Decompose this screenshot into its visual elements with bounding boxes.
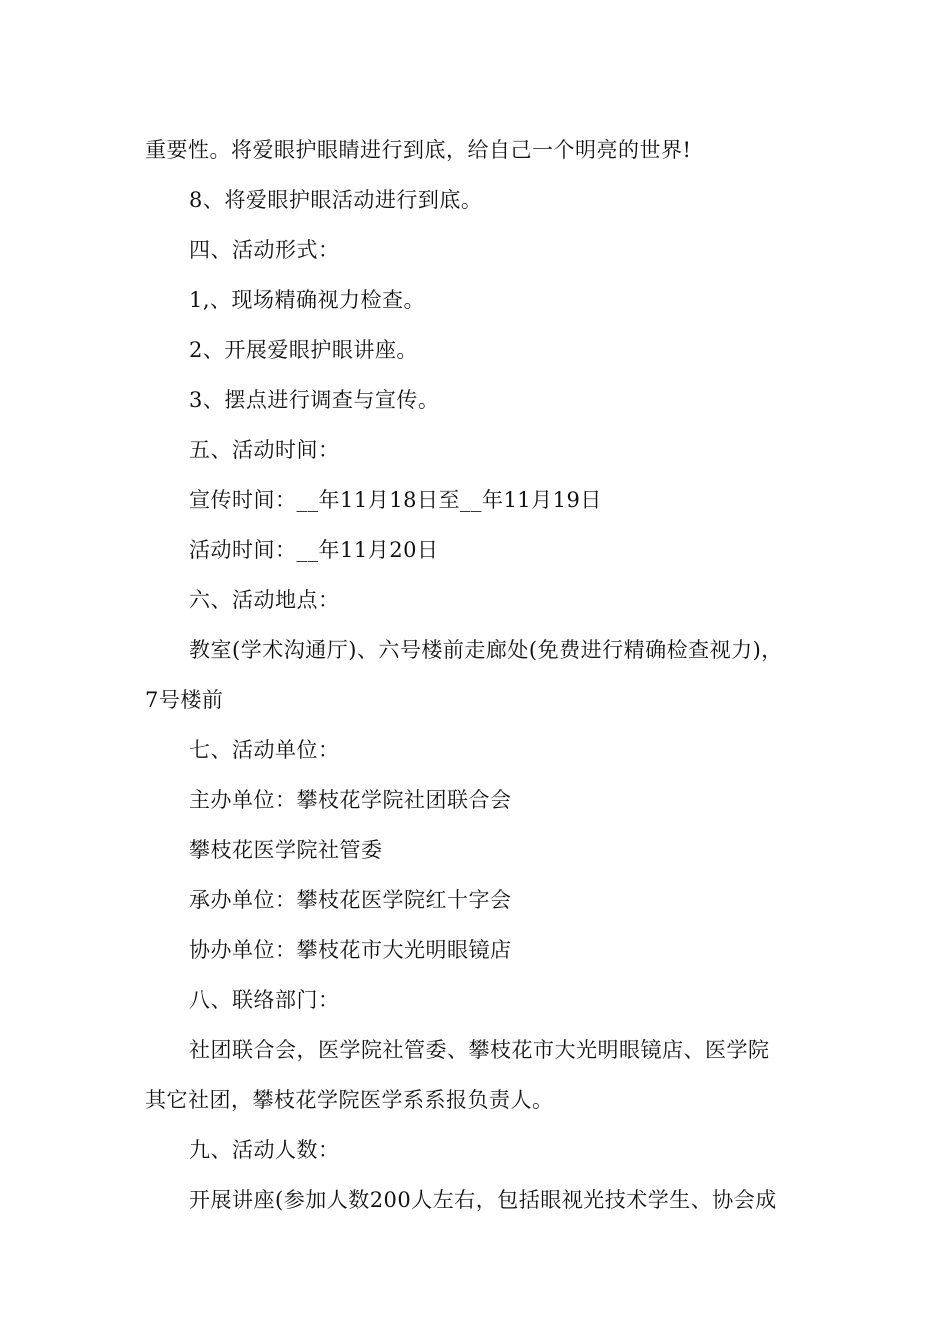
section-heading-units: 七、活动单位： [189, 738, 340, 762]
form-item-1: 1,、现场精确视力检查。 [189, 288, 426, 312]
publicity-time: 宣传时间：__年11月18日至__年11月19日 [189, 488, 602, 512]
host-unit-2: 攀枝花医学院社管委 [189, 838, 383, 862]
host-unit: 主办单位：攀枝花学院社团联合会 [189, 788, 512, 812]
organizer-unit: 承办单位：攀枝花医学院红十字会 [189, 888, 512, 912]
section-heading-time: 五、活动时间： [189, 438, 340, 462]
contact-text-continued: 其它社团，攀枝花学院医学系系报负责人。 [145, 1088, 554, 1112]
co-organizer-unit: 协办单位：攀枝花市大光明眼镜店 [189, 938, 512, 962]
participants-text: 开展讲座(参加人数200人左右，包括眼视光技术学生、协会成 [189, 1188, 777, 1212]
section-heading-participants: 九、活动人数： [189, 1138, 340, 1162]
section-heading-contact: 八、联络部门： [189, 988, 340, 1012]
contact-text: 社团联合会，医学院社管委、攀枝花市大光明眼镜店、医学院 [189, 1038, 770, 1062]
activity-time: 活动时间：__年11月20日 [189, 538, 439, 562]
form-item-3: 3、摆点进行调查与宣传。 [189, 388, 440, 412]
section-heading-location: 六、活动地点： [189, 588, 340, 612]
form-item-2: 2、开展爱眼护眼讲座。 [189, 338, 418, 362]
location-text-continued: 7号楼前 [145, 688, 224, 712]
item-8: 8、将爱眼护眼活动进行到底。 [189, 188, 483, 212]
paragraph-continuation: 重要性。将爱眼护眼睛进行到底，给自己一个明亮的世界! [145, 138, 692, 162]
section-heading-form: 四、活动形式： [189, 238, 340, 262]
location-text: 教室(学术沟通厅)、六号楼前走廊处(免费进行精确检查视力)， [189, 638, 783, 662]
